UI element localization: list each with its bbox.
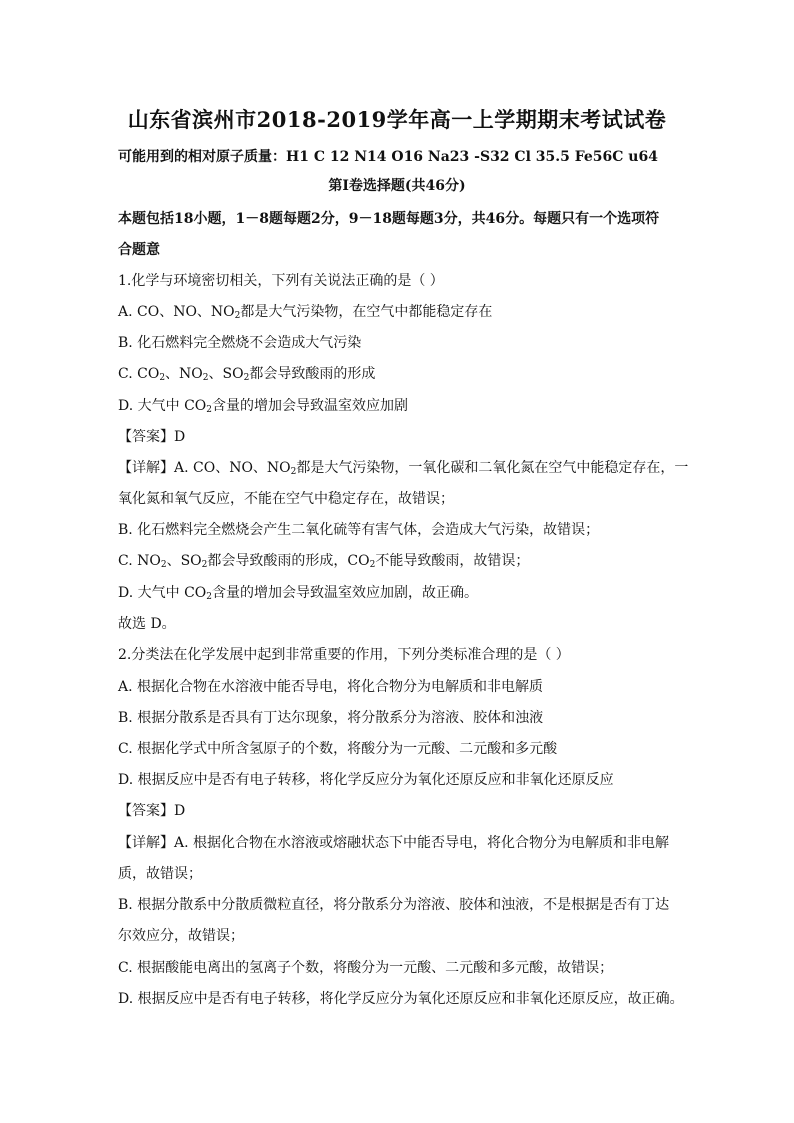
q1-option-a-text-1: A. CO、NO、NO: [118, 304, 235, 320]
q2-option-b: B. 根据分散系是否具有丁达尔现象，将分散系分为溶液、胶体和浊液: [118, 710, 544, 726]
q2-explanation-line-3: B. 根据分散系中分散质微粒直径，将分散系分为溶液、胶体和浊液，不是根据是否有丁达: [118, 897, 670, 913]
q1-option-c: [118, 363, 375, 383]
subscript: 2: [159, 373, 166, 383]
q1-option-a-text-2: 都是大气污染物，在空气中都能稳定存在: [240, 304, 493, 320]
q1-explanation-line-5: [118, 582, 478, 602]
subscript: 2: [290, 467, 297, 477]
q1-explanation-line-2: 氧化氮和氧气反应，不能在空气中稳定存在，故错误；: [118, 491, 454, 507]
q1-option-c-text-4: 都会导致酸雨的形成: [249, 366, 376, 382]
subscript: 2: [243, 373, 250, 383]
subscript: 2: [369, 560, 376, 570]
q1-option-c-text-2: 、NO: [165, 366, 203, 382]
q1-explanation-line-4-text-4: 不能导致酸雨，故错误；: [375, 553, 530, 569]
subscript: 2: [234, 311, 241, 321]
subscript: 2: [206, 592, 212, 602]
q1-explanation-line-5-text-1: D. 大气中 CO: [118, 585, 207, 601]
q1-option-a: [118, 301, 492, 321]
q1-option-d-text-2: 含量的增加会导致温室效应加剧: [212, 398, 408, 414]
q2-stem: 2.分类法在化学发展中起到非常重要的作用，下列分类标准合理的是（ ）: [118, 647, 570, 663]
q1-explanation-text-1: 【详解】A. CO、NO、NO: [118, 460, 291, 476]
subscript: 2: [160, 560, 167, 570]
q1-explanation-line-4-text-2: 、SO: [166, 553, 202, 569]
subscript: 2: [202, 373, 209, 383]
q1-option-d: [118, 395, 408, 415]
q1-explanation-line-1: [118, 457, 688, 477]
q1-explanation-text-2: 都是大气污染物，一氧化碳和二氧化氮在空气中能稳定存在，一: [296, 460, 689, 476]
q2-answer: 【答案】D: [118, 803, 186, 819]
q1-option-d-text-1: D. 大气中 CO: [118, 398, 207, 414]
q1-explanation-line-4: [118, 550, 529, 570]
section-header: 第Ⅰ卷选择题(共46分): [328, 178, 466, 194]
q2-option-a: A. 根据化合物在水溶液中能否导电，将化合物分为电解质和非电解质: [118, 679, 544, 695]
q2-explanation-line-4: 尔效应分，故错误；: [118, 928, 244, 944]
instructions-line-2: 合题意: [118, 242, 160, 258]
q1-explanation-line-3: B. 化石燃料完全燃烧会产生二氧化硫等有害气体，会造成大气污染，故错误；: [118, 522, 600, 538]
q1-explanation-line-5-text-2: 含量的增加会导致温室效应加剧，故正确。: [212, 585, 478, 601]
subscript: 2: [201, 560, 208, 570]
q1-stem: 1.化学与环境密切相关，下列有关说法正确的是（ ）: [118, 273, 444, 289]
q1-explanation-line-4-text-3: 都会导致酸雨的形成，CO: [207, 553, 370, 569]
q1-explanation-line-6: 故选 D。: [118, 616, 176, 632]
q2-option-d: D. 根据反应中是否有电子转移，将化学反应分为氧化还原反应和非氧化还原反应: [118, 772, 614, 788]
q1-option-b: B. 化石燃料完全燃烧不会造成大气污染: [118, 335, 362, 351]
q2-explanation-line-6: D. 根据反应中是否有电子转移，将化学反应分为氧化还原反应和非氧化还原反应，故正确。: [118, 991, 684, 1007]
q1-option-c-text-3: 、SO: [208, 366, 244, 382]
q1-option-c-text-1: C. CO: [118, 366, 160, 382]
atomic-masses-line: 可能用到的相对原子质量：H1 C 12 N14 O16 Na23 -S32 Cl 35.5 Fe56C u64: [118, 149, 658, 165]
q2-explanation-line-1: 【详解】A. 根据化合物在水溶液或熔融状态下中能否导电，将化合物分为电解质和非电解: [118, 835, 670, 851]
q2-explanation-line-5: C. 根据酸能电离出的氢离子个数，将酸分为一元酸、二元酸和多元酸，故错误；: [118, 960, 614, 976]
subscript: 2: [206, 405, 212, 415]
q2-option-c: C. 根据化学式中所含氢原子的个数，将酸分为一元酸、二元酸和多元酸: [118, 741, 558, 757]
q2-explanation-line-2: 质，故错误；: [118, 866, 202, 882]
q1-explanation-line-4-text-1: C. NO: [118, 553, 161, 569]
instructions-line-1: 本题包括18小题，1－8题每题2分，9－18题每题3分，共46分。每题只有一个选项符: [118, 211, 660, 227]
q1-answer: 【答案】D: [118, 429, 186, 445]
page-title: 山东省滨州市2018-2019学年高一上学期期末考试试卷: [127, 107, 667, 132]
